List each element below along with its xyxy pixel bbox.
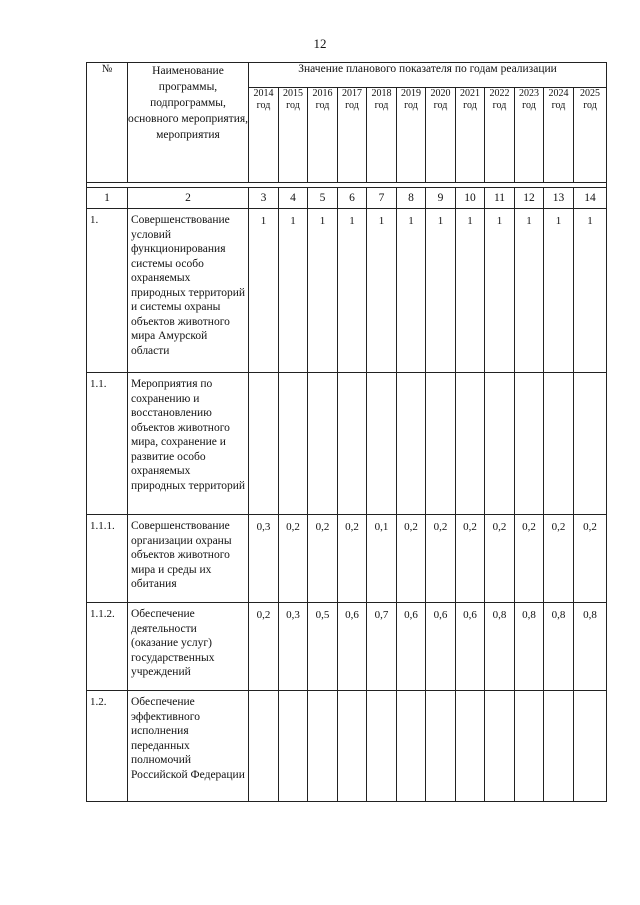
row-value: 0,8 (515, 603, 544, 691)
column-index-cell: 12 (515, 188, 544, 209)
row-name: Обеспечение деятельности (оказание услуг) государственных учреждений (128, 603, 249, 691)
row-value (279, 373, 308, 515)
table-row (87, 209, 607, 373)
row-value (574, 373, 607, 515)
column-index-cell: 8 (397, 188, 426, 209)
header-name: Наименование программы, подпрограммы, основного мероприятия, мероприятия (128, 63, 249, 183)
header-values: Значение планового показателя по годам реализации (249, 63, 607, 88)
row-value: 0,2 (574, 515, 607, 603)
column-index-cell: 9 (426, 188, 456, 209)
row-name: Совершенствование организации охраны объектов животного мира и среды их обитания (128, 515, 249, 603)
year-header-2022 (485, 88, 515, 183)
column-index-cell: 1 (87, 188, 128, 209)
row-value: 0,2 (249, 603, 279, 691)
row-value (456, 691, 485, 802)
row-value: 1 (279, 209, 308, 373)
year-label: 2018 (371, 88, 392, 99)
page-number: 12 (313, 36, 327, 51)
row-value: 0,2 (397, 515, 426, 603)
table-row (87, 515, 607, 603)
row-value: 0,6 (426, 603, 456, 691)
year-unit: год (433, 100, 448, 111)
row-value: 0,7 (367, 603, 397, 691)
row-value (249, 373, 279, 515)
row-value: 1 (515, 209, 544, 373)
year-label: 2016 (312, 88, 333, 99)
row-value: 1 (456, 209, 485, 373)
year-label: 2021 (460, 88, 480, 99)
row-value: 0,5 (308, 603, 338, 691)
row-code: 1.1.2. (87, 603, 128, 691)
year-label: 2020 (430, 88, 451, 99)
row-value (515, 691, 544, 802)
year-label: 2015 (283, 88, 303, 99)
row-value (338, 691, 367, 802)
row-value: 0,2 (485, 515, 515, 603)
year-unit: год (492, 100, 507, 111)
row-value: 0,1 (367, 515, 397, 603)
row-value (397, 691, 426, 802)
row-value (367, 691, 397, 802)
year-unit: год (404, 100, 418, 111)
year-header-2015 (279, 88, 308, 183)
year-header-2024 (544, 88, 574, 183)
row-value: 0,2 (279, 515, 308, 603)
row-value: 0,8 (544, 603, 574, 691)
row-value (544, 691, 574, 802)
table-row (87, 373, 607, 515)
row-value: 1 (249, 209, 279, 373)
year-header-2025 (574, 88, 607, 183)
row-value (249, 691, 279, 802)
column-index-cell: 6 (338, 188, 367, 209)
column-index-cell: 14 (574, 188, 607, 209)
row-value: 1 (485, 209, 515, 373)
row-value (456, 373, 485, 515)
table-row (87, 603, 607, 691)
year-label: 2024 (548, 88, 569, 99)
row-value: 0,2 (456, 515, 485, 603)
row-value (308, 691, 338, 802)
row-name: Совершенствование условий функционирования системы особо охраняемых природных территорий и системы охраны объектов животного мира Амурской области (128, 209, 249, 373)
row-value (574, 691, 607, 802)
row-value (426, 373, 456, 515)
row-value (367, 373, 397, 515)
year-header-2018 (367, 88, 397, 183)
row-value: 0,2 (426, 515, 456, 603)
row-value: 1 (426, 209, 456, 373)
column-index-cell: 4 (279, 188, 308, 209)
column-index-cell: 5 (308, 188, 338, 209)
year-unit: год (522, 100, 536, 111)
row-value: 1 (397, 209, 426, 373)
row-value: 0,3 (279, 603, 308, 691)
row-value (397, 373, 426, 515)
row-code: 1.1. (87, 373, 128, 515)
year-header-2014 (249, 88, 279, 183)
row-value: 0,8 (485, 603, 515, 691)
row-name: Обеспечение эффективного исполнения переданных полномочий Российской Федерации (128, 691, 249, 802)
row-value (544, 373, 574, 515)
column-index-cell: 7 (367, 188, 397, 209)
column-index-cell: 3 (249, 188, 279, 209)
row-value: 0,2 (544, 515, 574, 603)
year-header-2017 (338, 88, 367, 183)
year-unit: год (463, 100, 477, 111)
row-value (338, 373, 367, 515)
year-label: 2025 (580, 88, 601, 99)
row-value (426, 691, 456, 802)
row-value (308, 373, 338, 515)
year-label: 2017 (342, 88, 362, 99)
row-value: 1 (338, 209, 367, 373)
row-value: 0,8 (574, 603, 607, 691)
year-label: 2019 (401, 88, 421, 99)
year-label: 2023 (519, 88, 539, 99)
column-index-row (87, 188, 607, 209)
column-index-cell: 2 (128, 188, 249, 209)
year-unit: год (315, 100, 330, 111)
year-header-2016 (308, 88, 338, 183)
row-value: 0,6 (338, 603, 367, 691)
column-index-cell: 13 (544, 188, 574, 209)
year-unit: год (374, 100, 389, 111)
row-value: 0,2 (308, 515, 338, 603)
year-unit: год (345, 100, 359, 111)
year-header-2023 (515, 88, 544, 183)
year-label: 2014 (253, 88, 274, 99)
column-index-cell: 10 (456, 188, 485, 209)
row-name: Мероприятия по сохранению и восстановлению объектов животного мира, сохранение и развитие особо охраняемых природных территорий (128, 373, 249, 515)
row-value: 0,6 (397, 603, 426, 691)
row-value: 0,2 (515, 515, 544, 603)
year-header-2021 (456, 88, 485, 183)
column-index-cell: 11 (485, 188, 515, 209)
year-header-2019 (397, 88, 426, 183)
row-value: 1 (544, 209, 574, 373)
row-value (485, 373, 515, 515)
row-value (485, 691, 515, 802)
row-code: 1. (87, 209, 128, 373)
year-header-2020 (426, 88, 456, 183)
row-value: 1 (574, 209, 607, 373)
row-value: 1 (367, 209, 397, 373)
row-code: 1.1.1. (87, 515, 128, 603)
year-label: 2022 (489, 88, 510, 99)
row-code: 1.2. (87, 691, 128, 802)
row-value: 0,6 (456, 603, 485, 691)
row-value: 0,3 (249, 515, 279, 603)
row-value (515, 373, 544, 515)
header-num: № (87, 63, 128, 183)
table-row (87, 691, 607, 802)
row-value: 0,2 (338, 515, 367, 603)
year-unit: год (286, 100, 300, 111)
year-unit: год (551, 100, 566, 111)
row-value: 1 (308, 209, 338, 373)
year-unit: год (256, 100, 271, 111)
year-unit: год (583, 100, 597, 111)
indicator-table (86, 62, 607, 802)
row-value (279, 691, 308, 802)
